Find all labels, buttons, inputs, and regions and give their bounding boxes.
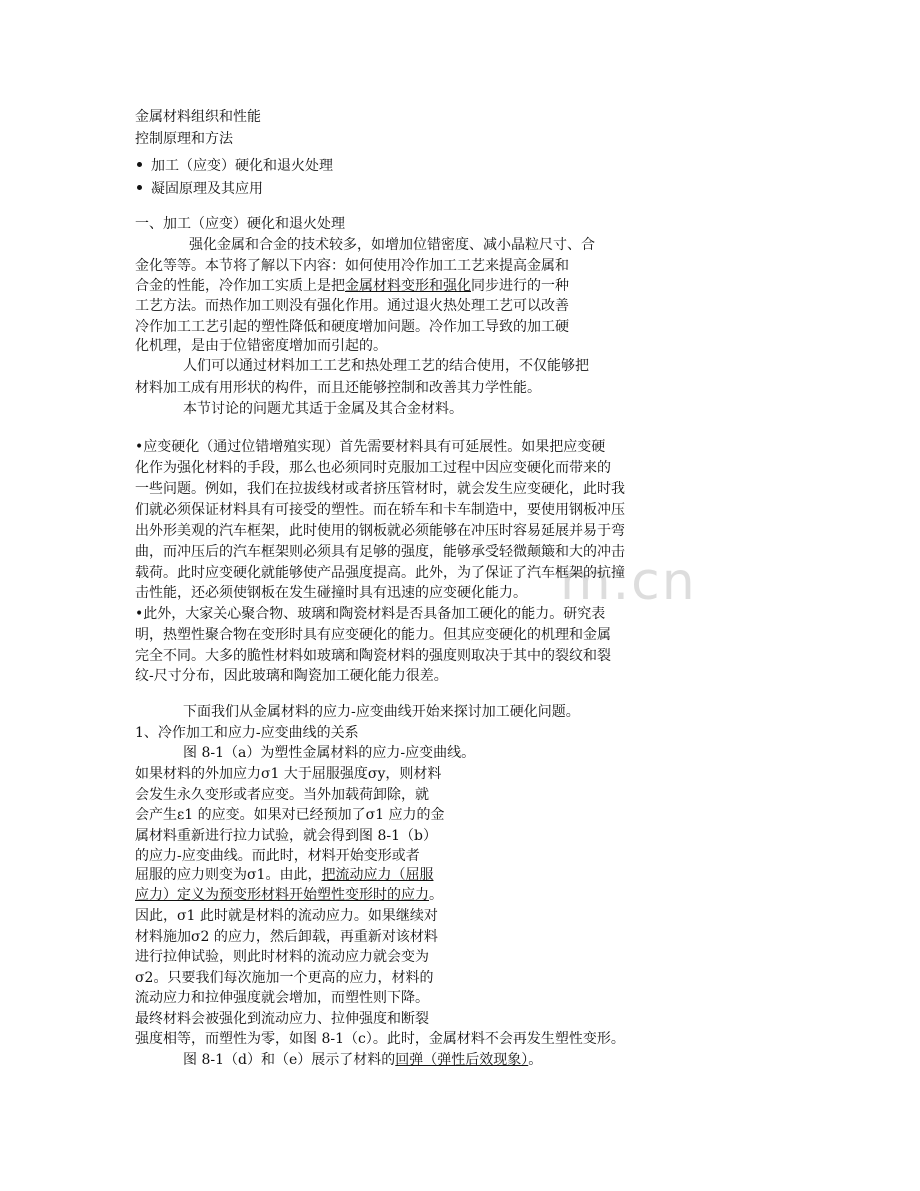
paragraph-1-line: 化机理，是由于位错密度增加而引起的。 [135,338,387,354]
paragraph-4-line: 们就必须保证材料具有可接受的塑性。而在轿车和卡车制造中，要使用钢板冲压 [135,502,625,518]
bullet-icon [137,162,142,167]
paragraph-7-line: 最终材料会被强化到流动应力、拉伸强度和断裂 [135,1011,429,1027]
paragraph-1-line: 金化等等。本节将了解以下内容：如何使用冷作加工工艺来提高金属和 [135,258,569,274]
section-heading-1: 一、加工（应变）硬化和退火处理 [135,216,345,232]
text-run: 。 [429,887,443,903]
paragraph-7-line: 进行拉伸试验，则此时材料的流动应力就会变为 [135,949,429,965]
paragraph-7-line: 的应力-应变曲线。而此时，材料开始变形或者 [135,848,420,864]
text-run: 合金的性能，冷作加工实质上是把 [135,278,345,294]
paragraph-7-line: 属材料重新进行拉力试验，就会得到图 8-1（b） [135,828,437,844]
paragraph-7-line: 如果材料的外加应力σ1 大于屈服强度σy，则材料 [135,766,442,782]
paragraph-1-line: 工艺方法。而热作加工则没有强化作用。通过退火热处理工艺可以改善 [135,298,569,314]
paragraph-4-line: 出外形美观的汽车框架，此时使用的钢板就必须能够在冲压时容易延展并易于弯 [135,523,625,539]
paragraph-4-line: 载荷。此时应变硬化就能够使产品强度提高。此外，为了保证了汽车框架的抗撞 [135,565,625,581]
text-run: 图 8-1（d）和（e）展示了材料的 [183,1052,396,1068]
paragraph-4-line: 击性能，还必须使钢板在发生碰撞时具有迅速的应变硬化能力。 [135,585,527,601]
bullet-text: 凝固原理及其应用 [151,181,263,197]
paragraph-4-line: •应变硬化（通过位错增殖实现）首先需要材料具有可延展性。如果把应变硬 [135,439,606,455]
paragraph-5-line: •此外，大家关心聚合物、玻璃和陶瓷材料是否具备加工硬化的能力。研究表 [135,606,606,622]
paragraph-7-line: 图 8-1（a）为塑性金属材料的应力-应变曲线。 [183,745,476,761]
paragraph-7-line: 材料施加σ2 的应力，然后卸载，再重新对该材料 [135,929,438,945]
underlined-term: 回弹（弹性后效现象） [395,1052,529,1068]
paragraph-7-line: 流动应力和拉伸强度就会增加，而塑性则下降。 [135,990,429,1006]
paragraph-7-line [135,886,443,904]
paragraph-7-line: σ2。只要我们每次施加一个更高的应力，材料的 [135,970,434,986]
text-run: 。 [528,1052,543,1068]
bullet-item-2 [137,180,263,198]
paragraph-7-line: 因此，σ1 此时就是材料的流动应力。如果继续对 [135,908,438,924]
underlined-term: 把流动应力（屈服 [321,867,434,883]
bullet-text: 加工（应变）硬化和退火处理 [151,158,333,174]
bullet-icon [137,185,142,190]
paragraph-1-line [135,277,569,295]
paragraph-4-line: 化作为强化材料的手段，那么也必须同时克服加工过程中因应变硬化而带来的 [135,460,611,476]
section-heading-2: 1、冷作加工和应力-应变曲线的关系 [135,725,359,741]
paragraph-5-line: 明，热塑性聚合物在变形时具有应变硬化的能力。但其应变硬化的机理和金属 [135,627,611,643]
paragraph-1-line: 强化金属和合金的技术较多，如增加位错密度、减小晶粒尺寸、合 [189,237,595,253]
underlined-term: 金属材料变形和强化 [345,278,471,294]
paragraph-4-line: 曲，而冲压后的汽车框架则必须具有足够的强度，能够承受轻微颠簸和大的冲击 [135,544,625,560]
bullet-item-1 [137,157,333,175]
paragraph-4-line: 一些问题。例如，我们在拉拔线材或者挤压管材时，就会发生应变硬化，此时我 [135,481,625,497]
title-line-2: 控制原理和方法 [135,131,233,147]
paragraph-2-line: 材料加工成有用形状的构件，而且还能够控制和改善其力学性能。 [135,380,541,396]
paragraph-8 [183,1051,542,1069]
paragraph-3: 本节讨论的问题尤其适于金属及其合金材料。 [183,401,463,417]
paragraph-7-line: 强度相等，而塑性为零，如图 8-1（c）。此时，金属材料不会再发生塑性变形。 [135,1031,625,1047]
paragraph-7-line: 会发生永久变形或者应变。当外加载荷卸除，就 [135,787,429,803]
watermark: m.cn [560,552,697,612]
underlined-term: 应力）定义为预变形材料开始塑性变形时的应力 [135,887,429,903]
paragraph-6: 下面我们从金属材料的应力-应变曲线开始来探讨加工硬化问题。 [183,704,580,720]
paragraph-5-line: 完全不同。大多的脆性材料如玻璃和陶瓷材料的强度则取决于其中的裂纹和裂 [135,648,611,664]
paragraph-5-line: 纹-尺寸分布，因此玻璃和陶瓷加工硬化能力很差。 [135,668,448,684]
paragraph-7-line [135,866,433,884]
text-run: 屈服的应力则变为σ1。由此， [135,867,322,883]
paragraph-7-line: 会产生ε1 的应变。如果对已经预加了σ1 应力的金 [135,807,445,823]
paragraph-2-line: 人们可以通过材料加工工艺和热处理工艺的结合使用，不仅能够把 [183,358,589,374]
paragraph-1-line: 冷作加工工艺引起的塑性降低和硬度增加问题。冷作加工导致的加工硬 [135,319,569,335]
title-line-1: 金属材料组织和性能 [135,109,261,125]
text-run: 同步进行的一种 [471,278,569,294]
